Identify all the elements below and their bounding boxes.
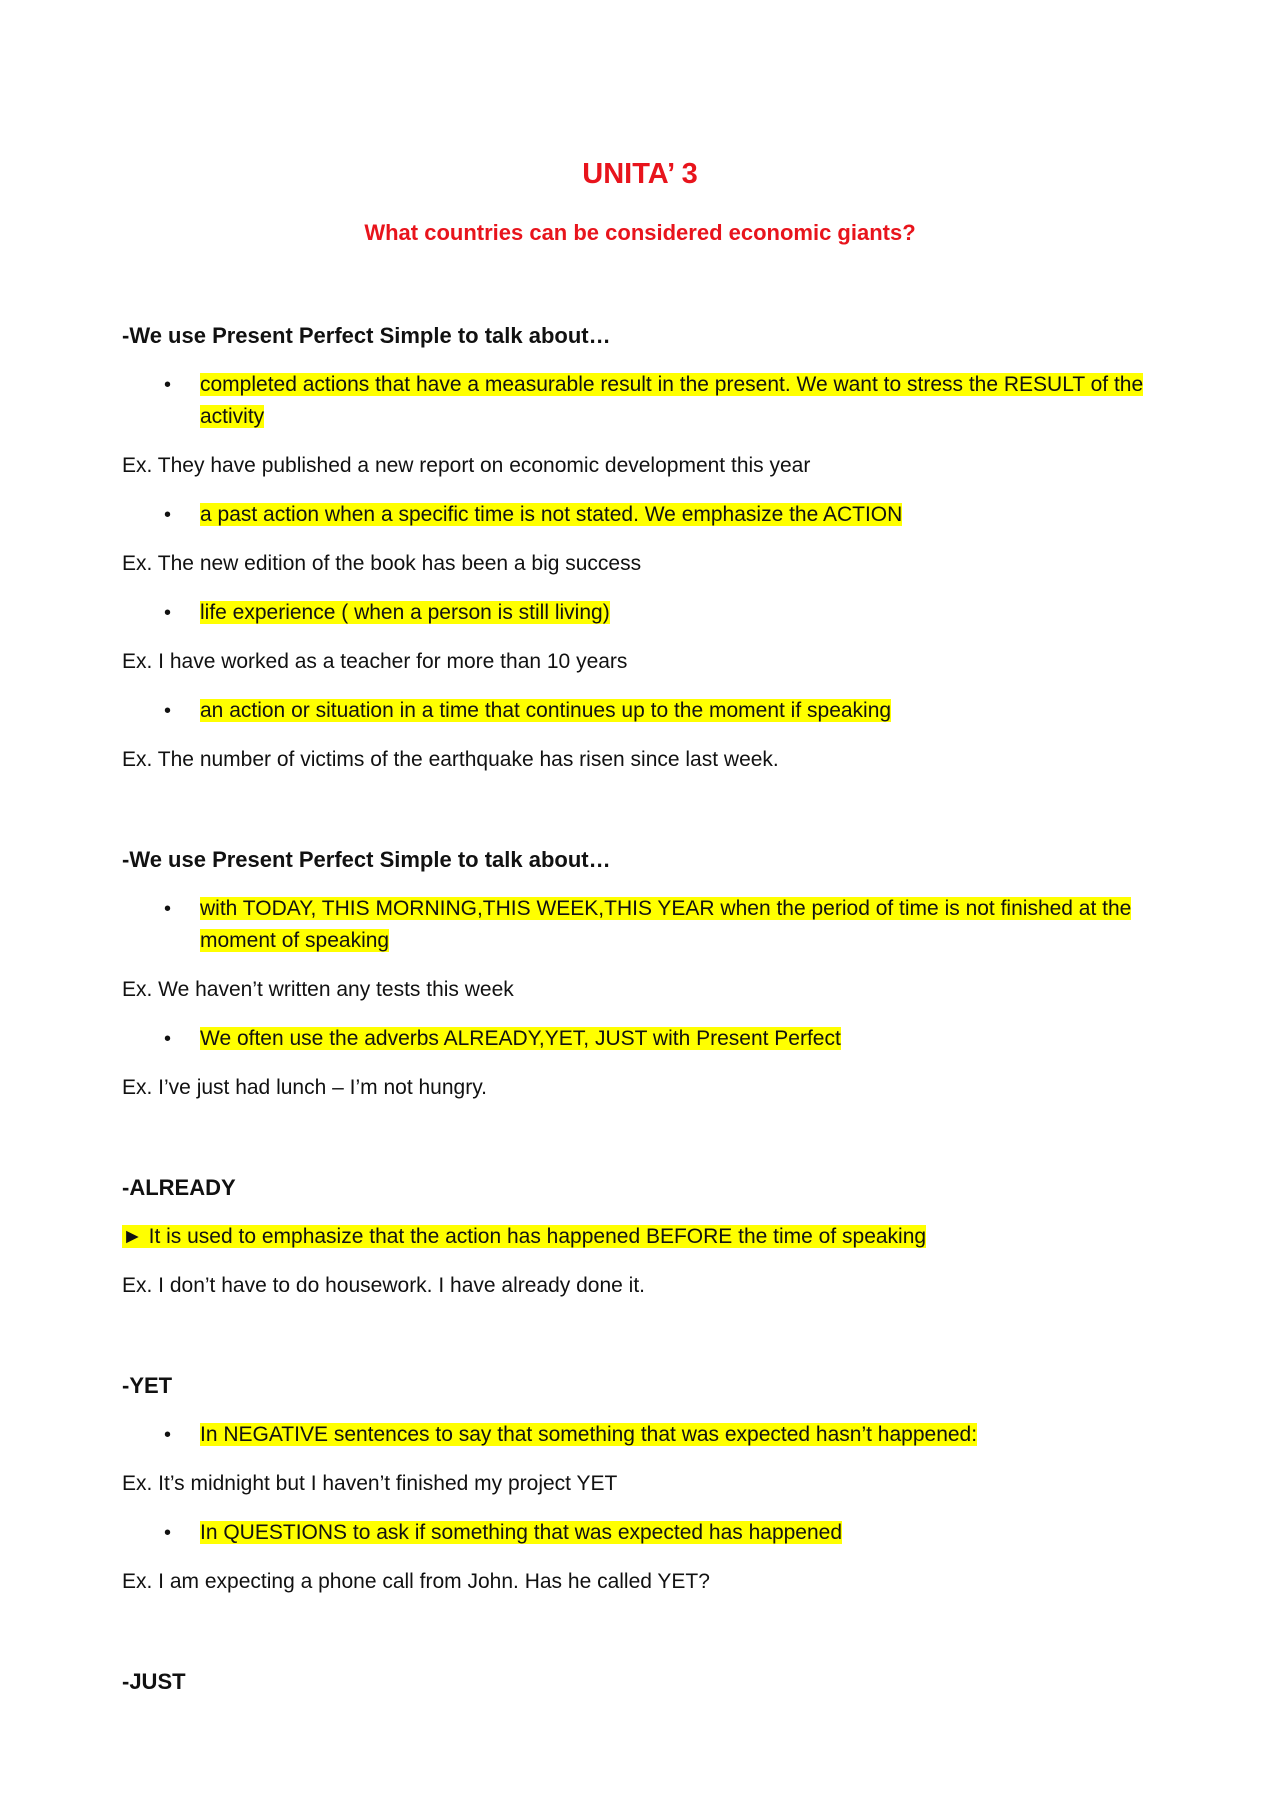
section-heading-yet: -YET <box>122 1373 173 1398</box>
example-sentence: Ex. I have worked as a teacher for more than 10 years <box>122 650 628 673</box>
highlighted-text: an action or situation in a time that continues up to the moment if speaking <box>200 699 892 722</box>
bullet-item <box>122 1419 1162 1451</box>
bullet-item <box>122 597 1162 629</box>
bullet-item <box>122 695 1162 727</box>
highlighted-text: In QUESTIONS to ask if something that was expected has happened <box>200 1521 843 1544</box>
page-subtitle: What countries can be considered economic giants? <box>364 220 916 245</box>
example-sentence: Ex. I don’t have to do housework. I have already done it. <box>122 1274 645 1297</box>
highlighted-text: ► It is used to emphasize that the action has happened BEFORE the time of speaking <box>122 1225 927 1248</box>
bullet-item <box>122 893 1162 957</box>
example-sentence: Ex. The new edition of the book has been a big success <box>122 552 642 575</box>
section-heading-present-perfect-1: -We use Present Perfect Simple to talk about… <box>122 323 611 348</box>
highlighted-text: completed actions that have a measurable result in the present. We want to stress the RESULT of the activity <box>200 373 1144 428</box>
bullet-item <box>122 369 1162 433</box>
highlighted-text: In NEGATIVE sentences to say that something that was expected hasn’t happened: <box>200 1423 978 1446</box>
bullet-item <box>122 1023 1162 1055</box>
bullet-icon: • <box>164 700 172 722</box>
example-sentence: Ex. We haven’t written any tests this week <box>122 978 514 1001</box>
example-sentence: Ex. I’ve just had lunch – I’m not hungry. <box>122 1076 487 1099</box>
document-body <box>122 320 1162 1698</box>
bullet-icon: • <box>164 898 172 920</box>
section-heading-already: -ALREADY <box>122 1175 236 1200</box>
example-sentence: Ex. The number of victims of the earthquake has risen since last week. <box>122 748 779 771</box>
bullet-item <box>122 499 1162 531</box>
bullet-icon: • <box>164 1028 172 1050</box>
bullet-icon: • <box>164 374 172 396</box>
section-heading-just: -JUST <box>122 1669 186 1694</box>
bullet-icon: • <box>164 602 172 624</box>
example-sentence: Ex. I am expecting a phone call from John. Has he called YET? <box>122 1570 710 1593</box>
bullet-icon: • <box>164 1424 172 1446</box>
highlighted-text: with TODAY, THIS MORNING,THIS WEEK,THIS YEAR when the period of time is not finished at the moment of speaking <box>200 897 1132 952</box>
section-heading-present-perfect-2: -We use Present Perfect Simple to talk about… <box>122 847 611 872</box>
highlighted-text: We often use the adverbs ALREADY,YET, JUST with Present Perfect <box>200 1027 841 1050</box>
bullet-item <box>122 1517 1162 1549</box>
example-sentence: Ex. It’s midnight but I haven’t finished my project YET <box>122 1472 618 1495</box>
bullet-icon: • <box>164 1522 172 1544</box>
already-note <box>122 1221 1162 1253</box>
highlighted-text: life experience ( when a person is still living) <box>200 601 610 624</box>
example-sentence: Ex. They have published a new report on economic development this year <box>122 454 811 477</box>
page-title: UNITA’ 3 <box>582 158 698 190</box>
bullet-icon: • <box>164 504 172 526</box>
highlighted-text: a past action when a specific time is not stated. We emphasize the ACTION <box>200 503 903 526</box>
